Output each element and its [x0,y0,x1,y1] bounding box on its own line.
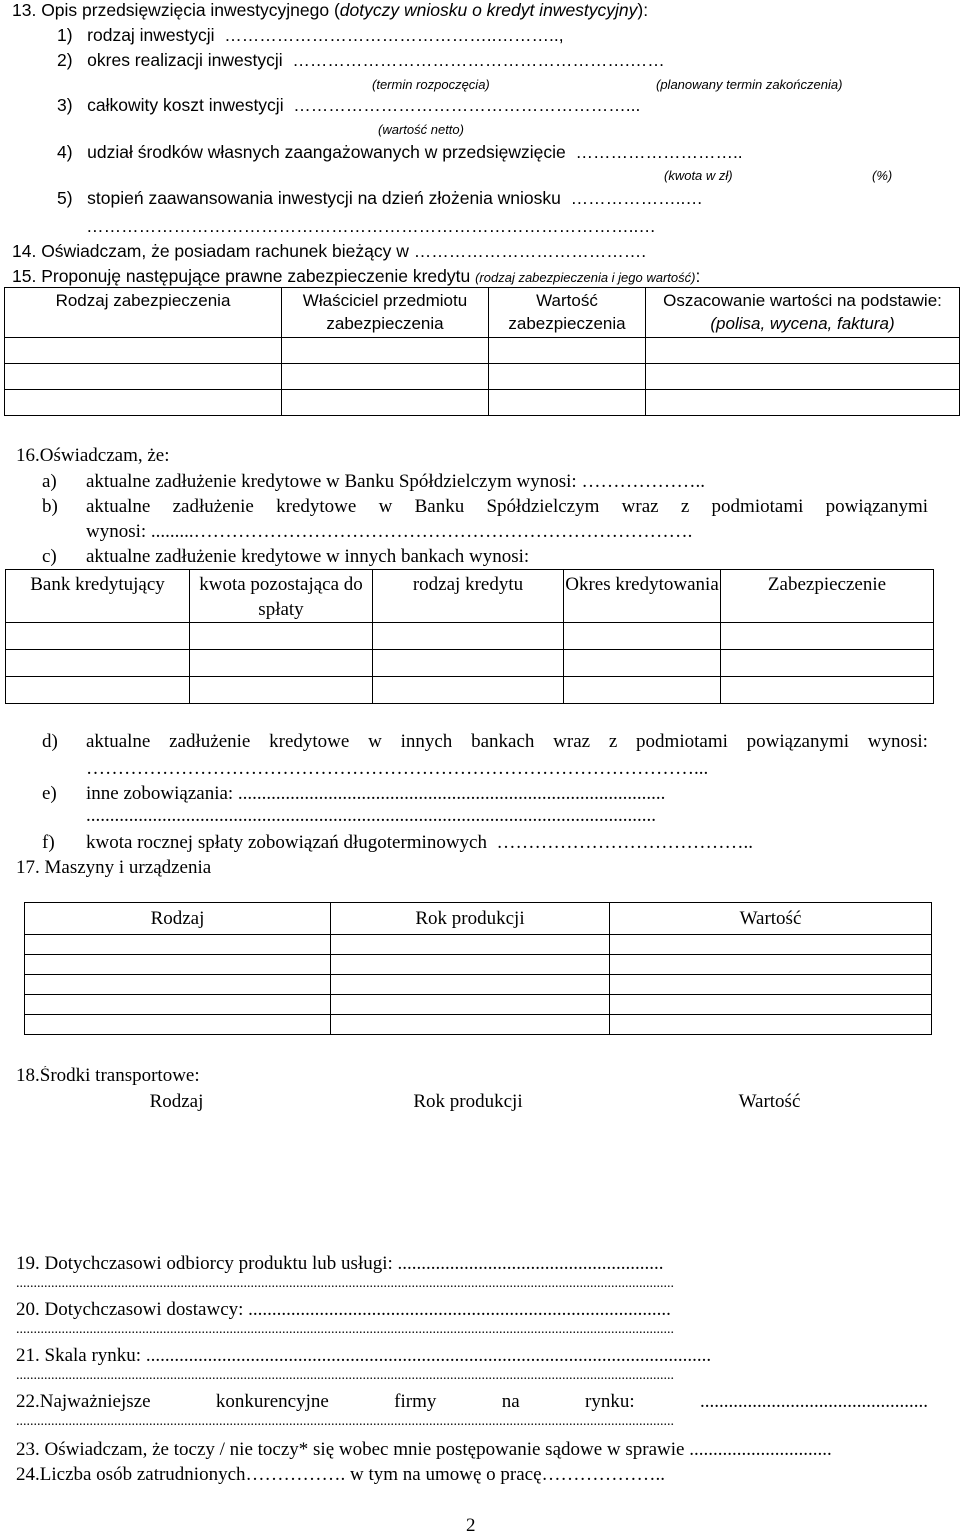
item-e-continued: ........................................................................................................................ [86,806,656,825]
header-vehicle-value: Wartość [738,1091,801,1112]
vehicles-table [24,1089,932,1115]
section-18-heading: 18.Środki transportowe: [16,1066,200,1085]
section-15-heading: 15. Proponuję następujące prawne zabezpieczenie kredytu (rodzaj zabezpieczenia i jego wartość): [12,268,701,286]
caption-percent: (%) [872,168,893,183]
collateral-table [4,287,960,416]
table-header-row [6,570,934,623]
header-valuation-basis: Oszacowanie wartości na podstawie:(polisa, wycena, faktura) [646,288,960,338]
item-progress: 5) stopień zaawansowania inwestycji na dzień złożenia wniosku ………………..… [57,190,703,208]
section-20: 20. Dotychczasowi dostawcy: ......................................................................................... [16,1300,671,1319]
section-21: 21. Skala rynku: ....................................................................................................................... [16,1346,712,1365]
dotted-line: ............................................................................................................................................................................................ [16,1323,674,1337]
header-machine-type: Rodzaj [25,903,331,935]
item-a-marker: a) [42,472,57,491]
section-16-heading: 16.Oświadczam, że: [16,446,170,465]
header-remaining-amount: kwota pozostająca do spłaty [190,570,373,623]
caption-net-value: (wartość netto) [378,122,464,137]
dotted-line: ............................................................................................................................................................................................ [16,1415,674,1429]
header-security: Zabezpieczenie [721,570,934,623]
machinery-table [24,902,932,1035]
header-credit-type: rodzaj kredytu [373,570,564,623]
header-machine-value: Wartość [610,903,932,935]
header-vehicle-type: Rodzaj [149,1091,204,1112]
item-f-marker: f) [42,833,55,852]
valuation-basis-note: (polisa, wycena, faktura) [710,314,895,333]
table-header-row [25,903,932,935]
header-lending-bank: Bank kredytujący [6,570,190,623]
item-c-text: aktualne zadłużenie kredytowe w innych bankach wynosi: [86,547,530,566]
item-c-marker: c) [42,547,57,566]
section-24: 24.Liczba osób zatrudnionych……………. w tym na umowę o pracę……………….. [16,1465,666,1484]
item-progress-continued: …………………………………………………………………………………..… [57,218,656,236]
table-row [5,390,960,416]
table-header-row [5,288,960,338]
item-realization-period: 2) okres realizacji inwestycji ………………………………………………….…… [57,52,665,70]
table-row [6,623,934,650]
item-b-marker: b) [42,497,58,516]
header-collateral-owner: Właściciel przedmiotu zabezpieczenia [282,288,489,338]
section-17-heading: 17. Maszyny i urządzenia [16,858,212,877]
section-19: 19. Dotychczasowi odbiorcy produktu lub usługi: ........................................................ [16,1254,664,1273]
header-credit-period: Okres kredytowania [564,570,721,623]
caption-amount: (kwota w zł) [664,168,733,183]
dotted-line: ............................................................................................................................................................................................ [16,1369,674,1383]
table-row [25,1015,932,1035]
dotted-line: ............................................................................................................................................................................................ [16,1277,674,1291]
section-13-heading: 13. Opis przedsięwzięcia inwestycyjnego (dotyczy wniosku o kredyt inwestycyjny): [12,2,649,20]
table-row [25,935,932,955]
caption-end-date: (planowany termin zakończenia) [656,77,843,92]
section-23: 23. Oświadczam, że toczy / nie toczy* się wobec mnie postępowanie sądowe w sprawie .............................. [16,1440,832,1459]
page-number: 2 [466,1516,476,1535]
table-header-row [24,1089,932,1115]
item-e-marker: e) [42,784,57,803]
item-own-funds: 4) udział środków własnych zaangażowanych w przedsięwzięcie ……………………….. [57,144,743,162]
item-d-continued: ……………………………………………………………………………………... [86,759,709,778]
caption-start-date: (termin rozpoczęcia) [372,77,490,92]
section-22: 22.Najważniejsze konkurencyjne firmy na rynku: ................................................ [16,1391,928,1412]
item-b-text: aktualne zadłużenie kredytowe w Banku Spółdzielczym wraz z podmiotami powiązanymi [86,496,928,517]
table-row [6,677,934,704]
section-14: 14. Oświadczam, że posiadam rachunek bieżący w …………………………………. [12,243,647,261]
item-investment-type: 1) rodzaj inwestycji ………………………………………..……….., [57,27,564,45]
bank-debt-table [5,569,934,704]
item-e-text: inne zobowiązania: .......................................................................................... [86,784,666,803]
table-row [5,364,960,390]
table-row [6,650,934,677]
table-row [25,995,932,1015]
header-machine-year: Rok produkcji [331,903,610,935]
table-row [25,975,932,995]
item-b-continued: wynosi: .........……………………………………………………………………. [86,522,693,541]
section-13-heading-note: dotyczy wniosku o kredyt inwestycyjny [339,2,638,20]
header-collateral-value: Wartość zabezpieczenia [489,288,646,338]
item-total-cost: 3) całkowity koszt inwestycji …………………………………………………... [57,97,641,115]
item-f-text: kwota rocznej spłaty zobowiązań długoterminowych ………………………………….. [86,833,753,852]
header-collateral-type: Rodzaj zabezpieczenia [5,288,282,338]
item-d-marker: d) [42,732,58,751]
header-vehicle-year: Rok produkcji [413,1091,523,1112]
table-row [5,338,960,364]
item-d-text: aktualne zadłużenie kredytowe w innych bankach wraz z podmiotami powiązanymi wynosi: [86,731,928,752]
item-a-text: aktualne zadłużenie kredytowe w Banku Spółdzielczym wynosi: ……………….. [86,472,705,491]
table-row [25,955,932,975]
section-15-note: (rodzaj zabezpieczenia i jego wartość) [475,270,696,285]
